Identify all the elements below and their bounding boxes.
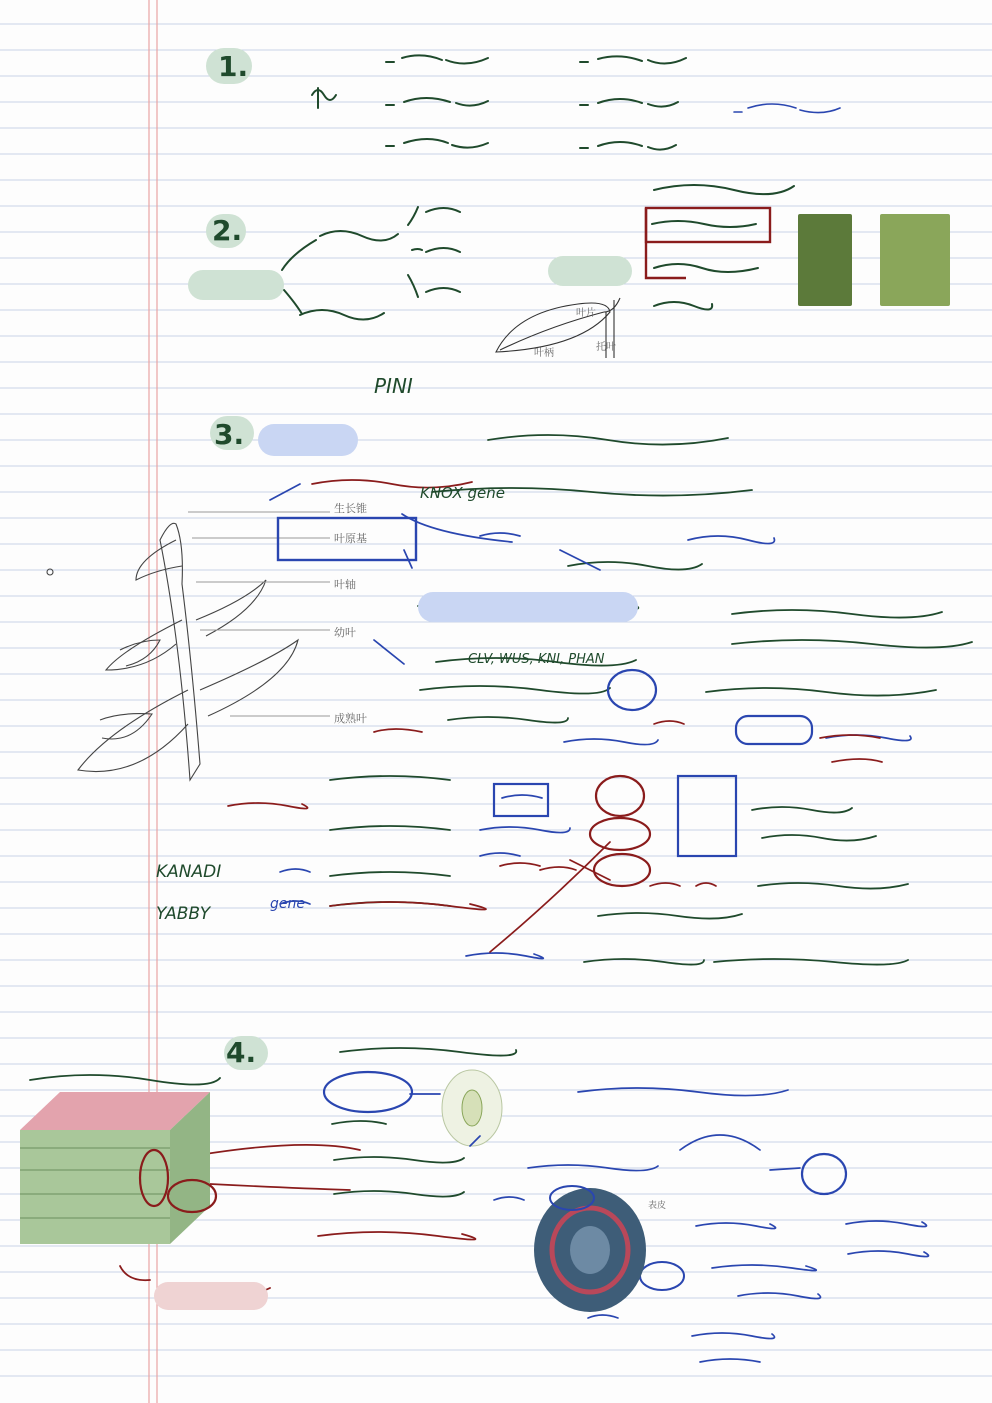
leaf-axis-label: 叶轴 (334, 578, 356, 591)
kanadi-label: KANADI (156, 862, 222, 882)
young-leaf-label: 幼叶 (334, 626, 356, 639)
cross-section-epidermis-label: 表皮 (648, 1201, 667, 1211)
simple-leaf-highlight (548, 256, 632, 286)
dicot-leaf-highlight (188, 270, 284, 300)
stoma-figure (442, 1070, 502, 1146)
leaf-photo (880, 214, 950, 306)
stem-photo (798, 214, 852, 306)
knox-label: KNOX gene (420, 484, 505, 502)
yabby-label: YABBY (156, 904, 211, 924)
development-highlight (418, 592, 638, 622)
mesophyll-block-figure (20, 1092, 216, 1244)
stipule-label: 托叶 (596, 342, 616, 353)
mature-leaf-label: 成熟叶 (334, 712, 367, 725)
section-4-number: 4. (226, 1036, 257, 1069)
section-2-number: 2. (212, 214, 243, 247)
gene-list: CLV, WUS, KNI, PHAN (468, 652, 605, 667)
petiole-label: 叶柄 (534, 348, 554, 359)
section-1-number: 1. (218, 50, 249, 83)
origin-highlight (258, 424, 358, 456)
leaf-blade-label: 叶片 (576, 308, 596, 319)
bifacial-highlight (154, 1282, 268, 1310)
pini-label: PINI (374, 374, 413, 398)
gene-label: gene (270, 896, 305, 912)
primordium-label: 叶原基 (334, 532, 367, 545)
growth-cone-label: 生长锥 (334, 502, 367, 515)
section-3-number: 3. (214, 418, 245, 451)
